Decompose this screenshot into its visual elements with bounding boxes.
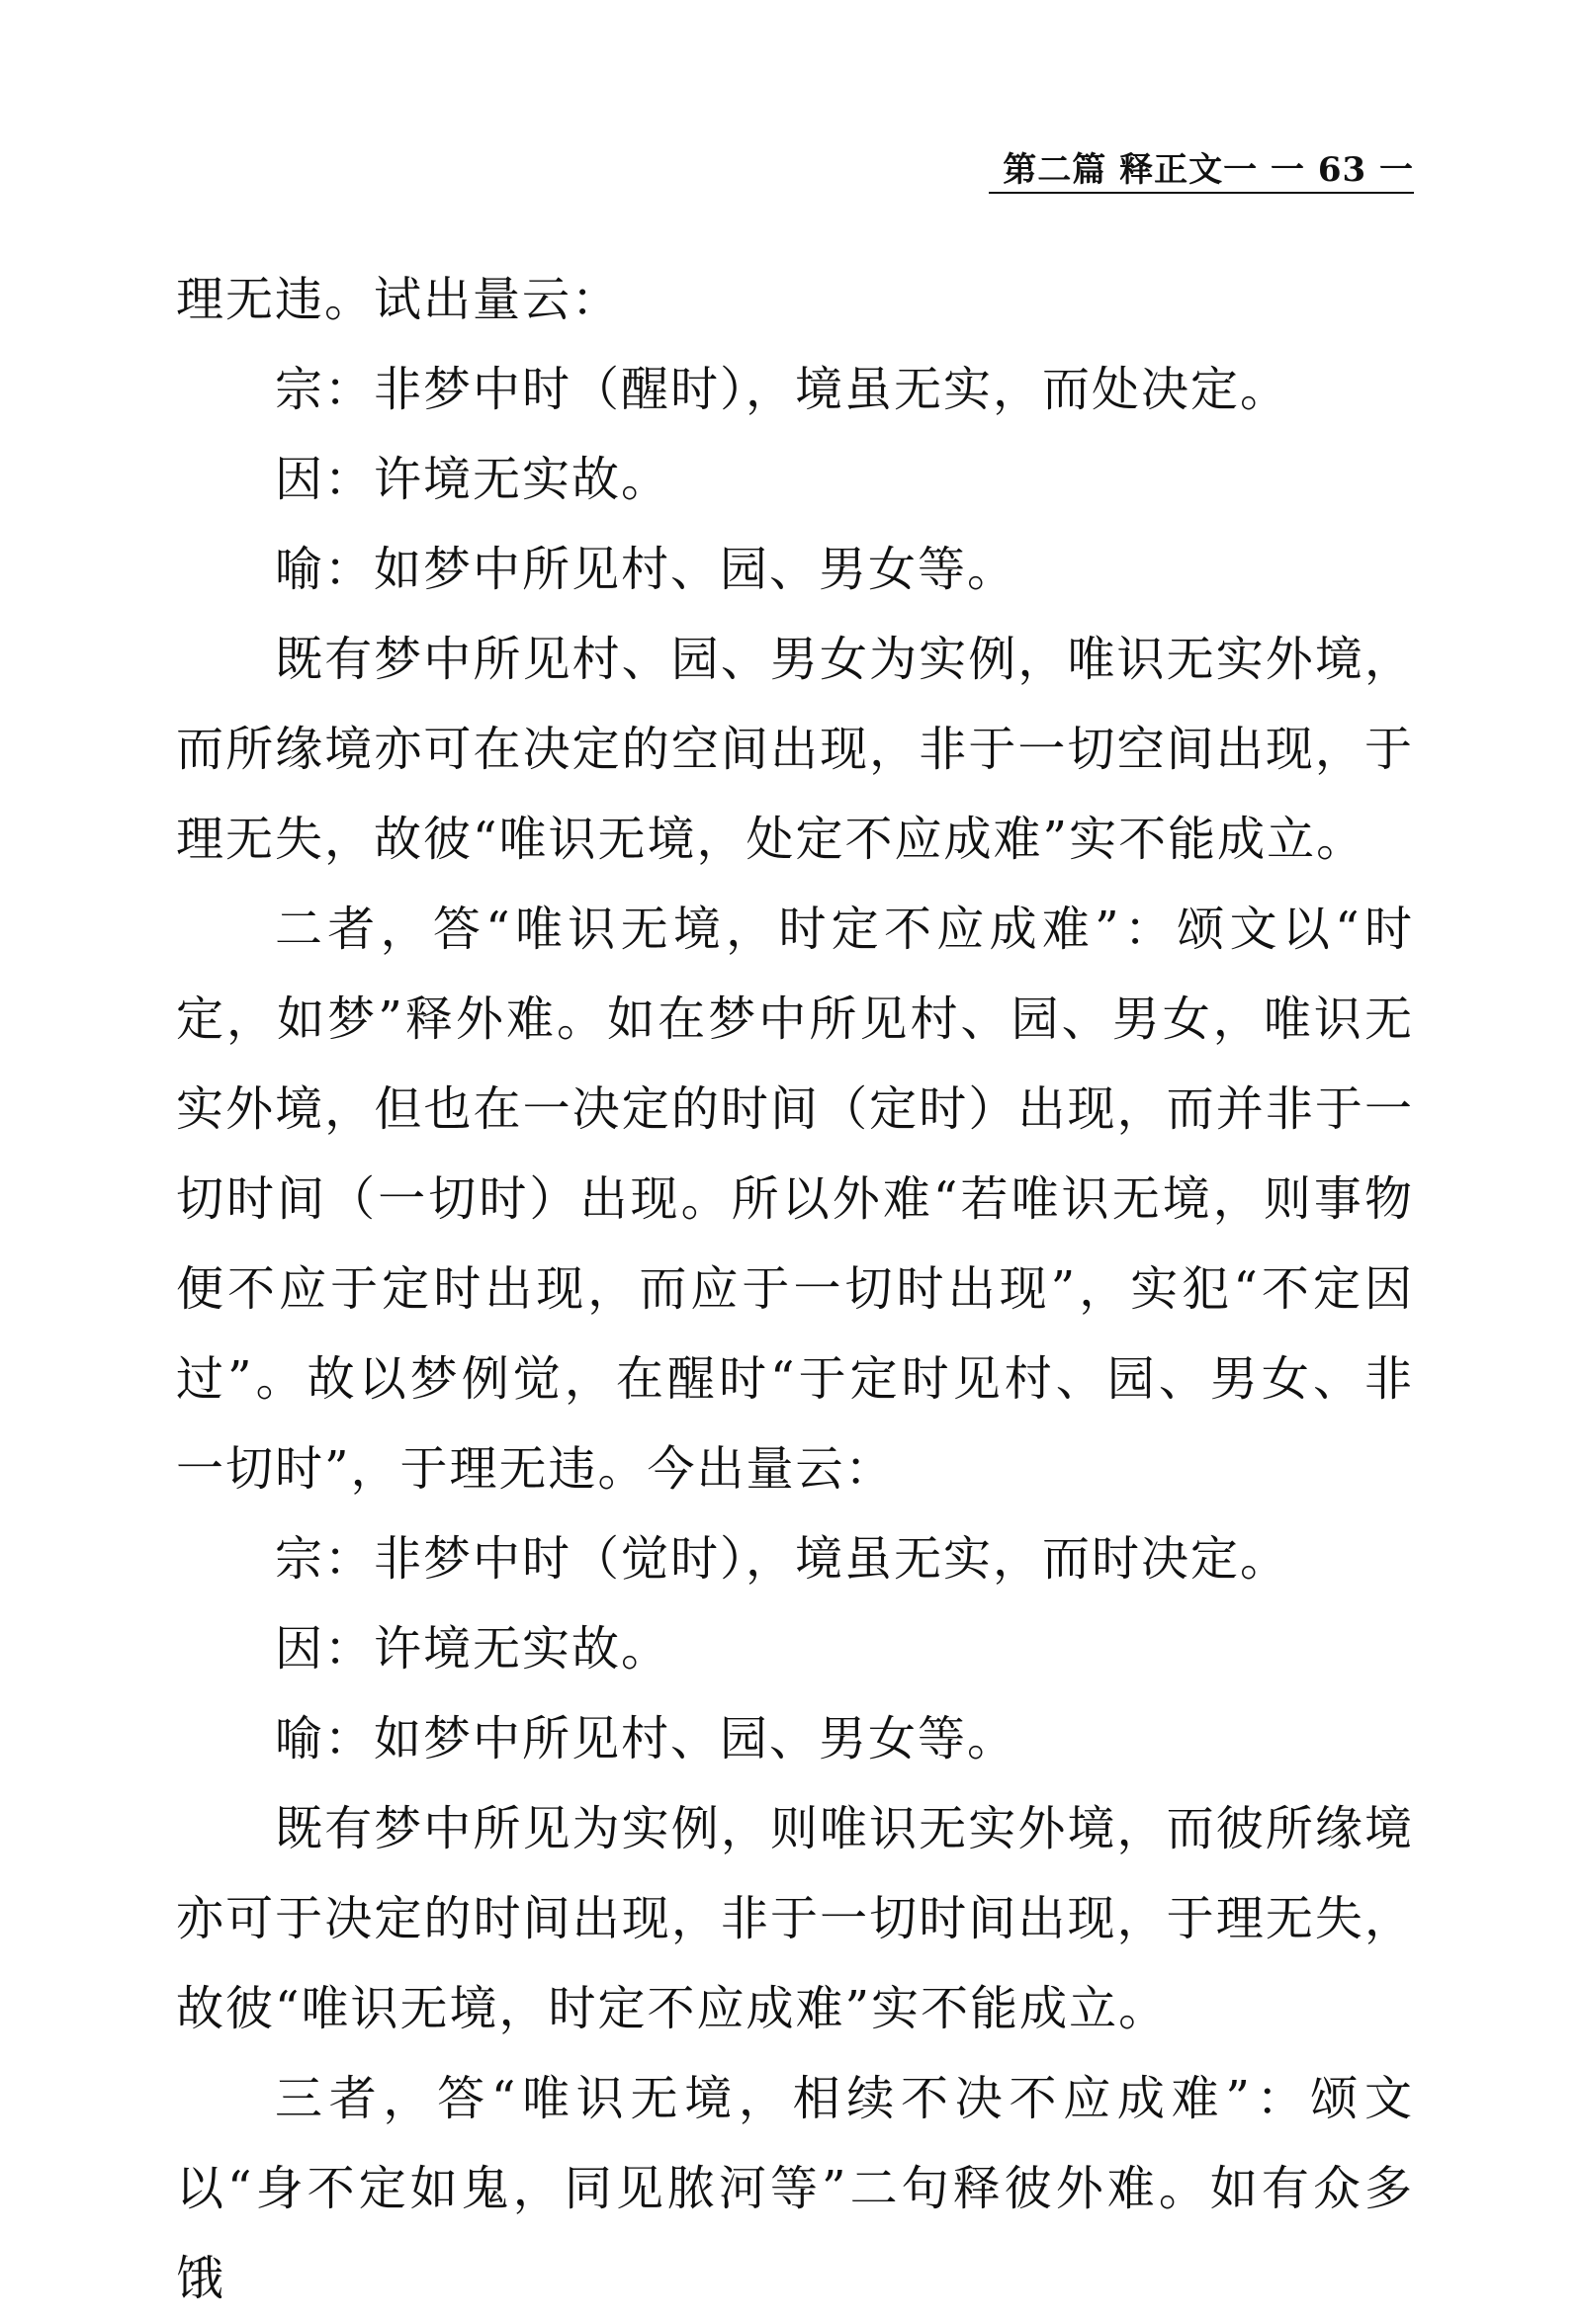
paragraph: 既有梦中所见村、园、男女为实例，唯识无实外境，而所缘境亦可在决定的空间出现，非于一切空间出现，于理无失，故彼“唯识无境，处定不应成难”实不能成立。 [176,632,1414,867]
paragraph: 二者，答“唯识无境，时定不应成难”：颂文以“时定，如梦”释外难。如在梦中所见村、园、男女，唯识无实外境，但也在一决定的时间（定时）出现，而并非于一切时间（一切时）出现。所以外难“若唯识无境，则事物便不应于定时出现，而应于一切时出现”，实犯“不定因过”。故以梦例觉，在醒时“于定时见村、园、男女、非一切时”，于理无违。今出量云： [176,902,1414,1497]
syllogism-example: 喻：如梦中所见村、园、男女等。 [275,1711,1017,1766]
syllogism-thesis: 宗：非梦中时（觉时），境虽无实，而时决定。 [275,1531,1290,1587]
paragraph-continuation: 理无违。试出量云： [176,272,622,327]
page-dash: 一 [1270,150,1305,190]
page-body [176,255,1414,2324]
running-title: 第二篇 释正文一 [1003,150,1259,190]
syllogism-example: 喻：如梦中所见村、园、男女等。 [275,542,1017,597]
running-header [989,150,1414,190]
syllogism-reason: 因：许境无实故。 [275,452,671,507]
page-dash: 一 [1379,150,1414,190]
page-number: 63 [1317,150,1367,190]
paragraph: 三者，答“唯识无境，相续不决不应成难”：颂文以“身不定如鬼，同见脓河等”二句释彼外难。如有众多饿 [176,2071,1414,2306]
syllogism-thesis: 宗：非梦中时（醒时），境虽无实，而处决定。 [275,362,1290,417]
header-rule [989,192,1414,194]
syllogism-reason: 因：许境无实故。 [275,1621,671,1677]
paragraph: 既有梦中所见为实例，则唯识无实外境，而彼所缘境亦可于决定的时间出现，非于一切时间出现，于理无失，故彼“唯识无境，时定不应成难”实不能成立。 [176,1801,1414,2036]
